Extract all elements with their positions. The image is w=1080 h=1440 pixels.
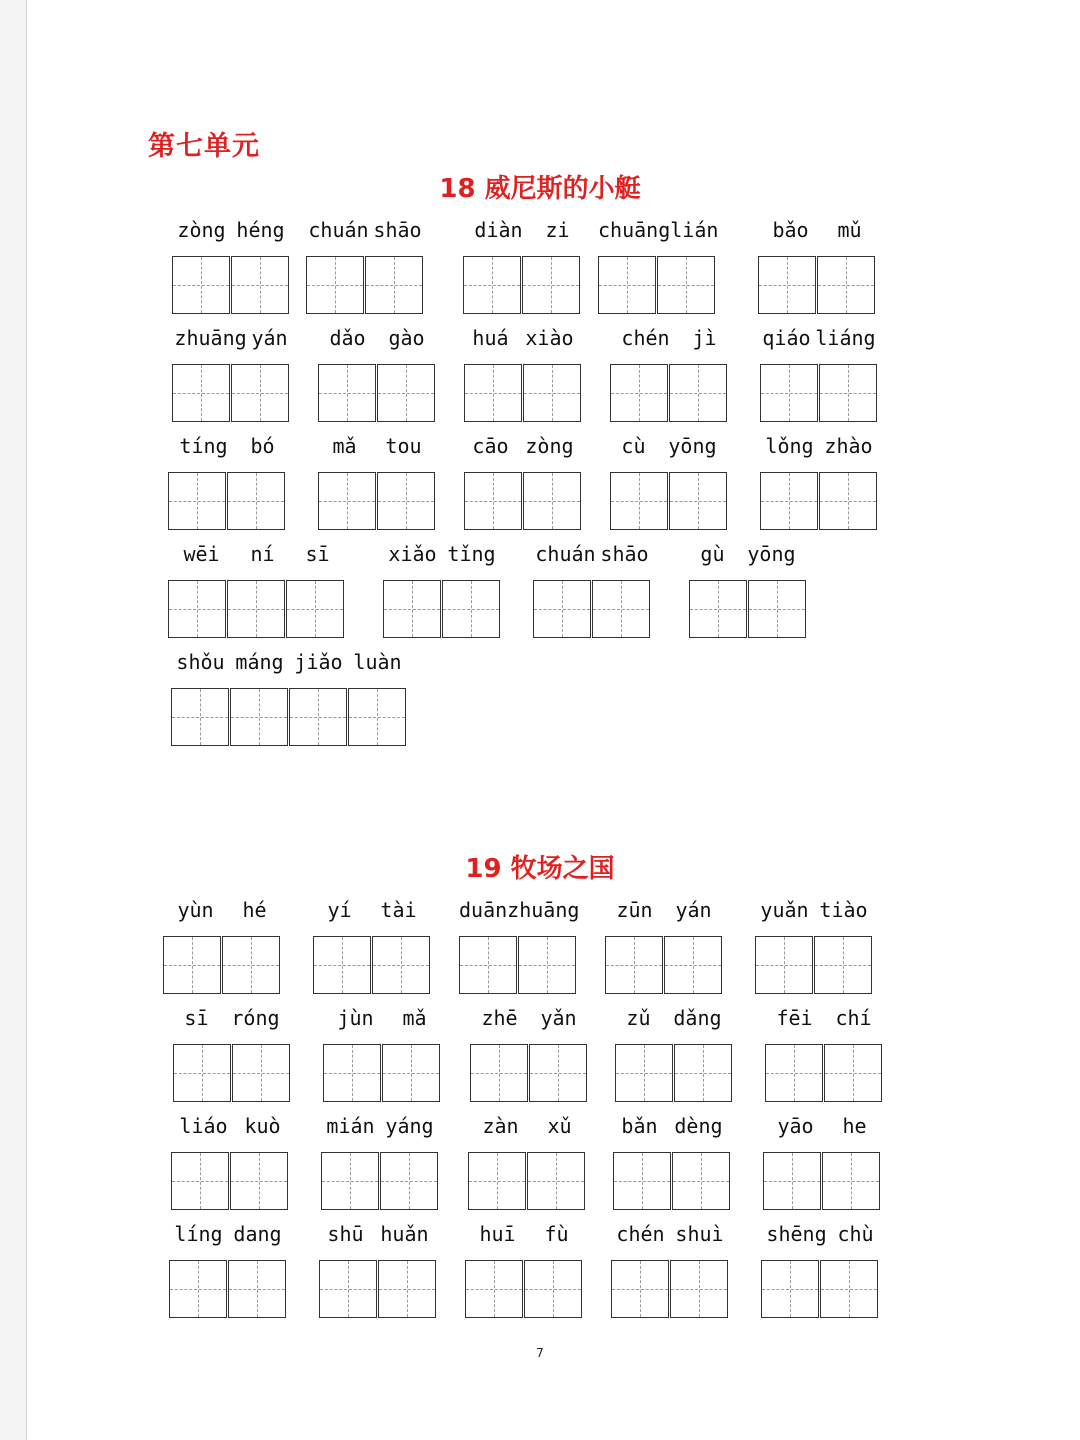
tianzige-box[interactable] [463, 256, 521, 314]
tianzige-box[interactable] [755, 936, 813, 994]
pinyin-syllable: chuán [308, 218, 369, 242]
tianzige-box[interactable] [231, 256, 289, 314]
lesson-19-title: 19 牧场之国 [465, 854, 615, 884]
pinyin-syllable: xǔ [547, 1114, 572, 1138]
pinyin-row [383, 542, 501, 566]
writing-boxes [598, 256, 715, 314]
writing-boxes [318, 472, 435, 530]
tianzige-box[interactable] [313, 936, 371, 994]
pinyin-row [464, 434, 582, 458]
pinyin-syllable: gù [700, 542, 725, 566]
tianzige-box[interactable] [464, 364, 522, 422]
pinyin-row [172, 326, 290, 350]
tianzige-box[interactable] [306, 256, 364, 314]
pinyin-syllable: cāo [472, 434, 509, 458]
tianzige-box[interactable] [168, 472, 226, 530]
tianzige-box[interactable] [533, 580, 591, 638]
pinyin-row [465, 1222, 583, 1246]
writing-boxes [323, 1044, 440, 1102]
pinyin-row [760, 434, 878, 458]
pinyin-syllable: yùn [177, 898, 214, 922]
tianzige-box[interactable] [605, 936, 663, 994]
writing-boxes [313, 936, 430, 994]
tianzige-box[interactable] [377, 364, 435, 422]
page-number: 7 [536, 1346, 544, 1360]
pinyin-row [313, 898, 431, 922]
tianzige-box[interactable] [518, 936, 576, 994]
tianzige-box[interactable] [289, 688, 347, 746]
pinyin-syllable: cù [621, 434, 646, 458]
pinyin-syllable: tài [380, 898, 417, 922]
pinyin-syllable: huá [472, 326, 509, 350]
pinyin-syllable: liáo [179, 1114, 228, 1138]
tianzige-box[interactable] [761, 1260, 819, 1318]
writing-boxes [463, 256, 580, 314]
pinyin-syllable: héng [236, 218, 285, 242]
pinyin-syllable: shū [327, 1222, 364, 1246]
pinyin-syllable: chù [837, 1222, 874, 1246]
tianzige-box[interactable] [169, 1260, 227, 1318]
tianzige-box[interactable] [171, 1152, 229, 1210]
pinyin-row [765, 1006, 883, 1030]
tianzige-box[interactable] [172, 256, 230, 314]
tianzige-box[interactable] [468, 1152, 526, 1210]
pinyin-syllable: yǎn [540, 1006, 577, 1030]
pinyin-syllable: zhuāng [507, 898, 580, 922]
tianzige-box[interactable] [319, 1260, 377, 1318]
pinyin-row [760, 326, 878, 350]
pinyin-syllable: sī [305, 542, 330, 566]
tianzige-box[interactable] [232, 1044, 290, 1102]
pinyin-syllable: zūn [616, 898, 653, 922]
pinyin-syllable: wēi [183, 542, 220, 566]
tianzige-box[interactable] [760, 472, 818, 530]
tianzige-box[interactable] [824, 1044, 882, 1102]
pinyin-syllable: shuì [675, 1222, 724, 1246]
writing-boxes [172, 256, 289, 314]
tianzige-box[interactable] [529, 1044, 587, 1102]
pinyin-row [468, 1114, 586, 1138]
tianzige-box[interactable] [522, 256, 580, 314]
tianzige-box[interactable] [763, 1152, 821, 1210]
writing-boxes [321, 1152, 438, 1210]
pinyin-syllable: zòng [525, 434, 574, 458]
writing-boxes [615, 1044, 732, 1102]
tianzige-box[interactable] [383, 580, 441, 638]
pinyin-row [689, 542, 807, 566]
pinyin-syllable: gào [388, 326, 425, 350]
pinyin-syllable: shǒu [176, 650, 225, 674]
pinyin-row [163, 898, 281, 922]
pinyin-syllable: mǎ [402, 1006, 427, 1030]
tianzige-box[interactable] [230, 688, 288, 746]
writing-boxes [689, 580, 806, 638]
pinyin-row [763, 1114, 881, 1138]
pinyin-syllable: xiǎo [388, 542, 437, 566]
writing-boxes [610, 364, 727, 422]
lesson-18-title: 18 威尼斯的小艇 [439, 174, 641, 204]
pinyin-row [464, 326, 582, 350]
writing-boxes [163, 936, 280, 994]
pinyin-row [171, 1114, 289, 1138]
writing-boxes [171, 1152, 288, 1210]
tianzige-box[interactable] [814, 936, 872, 994]
pinyin-syllable: mián [326, 1114, 375, 1138]
tianzige-box[interactable] [172, 364, 230, 422]
tianzige-box[interactable] [459, 936, 517, 994]
tianzige-box[interactable] [524, 1260, 582, 1318]
writing-boxes [168, 472, 285, 530]
pinyin-syllable: he [842, 1114, 867, 1138]
pinyin-syllable: zi [545, 218, 570, 242]
pinyin-row [459, 898, 580, 922]
tianzige-box[interactable] [173, 1044, 231, 1102]
tianzige-box[interactable] [611, 1260, 669, 1318]
pinyin-syllable: zhē [481, 1006, 518, 1030]
pinyin-syllable: bó [250, 434, 275, 458]
pinyin-syllable: huǎn [380, 1222, 429, 1246]
writing-boxes [464, 364, 581, 422]
pinyin-row [755, 898, 873, 922]
tianzige-box[interactable] [222, 936, 280, 994]
pinyin-row [319, 1222, 437, 1246]
pinyin-syllable: fēi [776, 1006, 813, 1030]
pinyin-row [321, 1114, 439, 1138]
pinyin-syllable: qiáo [762, 326, 811, 350]
unit-title: 第七单元 [148, 131, 260, 162]
tianzige-box[interactable] [758, 256, 816, 314]
tianzige-box[interactable] [380, 1152, 438, 1210]
pinyin-syllable: shēng [766, 1222, 827, 1246]
pinyin-row [470, 1006, 588, 1030]
writing-boxes [613, 1152, 730, 1210]
tianzige-box[interactable] [228, 1260, 286, 1318]
tianzige-box[interactable] [231, 364, 289, 422]
pinyin-syllable: líng [174, 1222, 223, 1246]
tianzige-box[interactable] [377, 472, 435, 530]
tianzige-box[interactable] [321, 1152, 379, 1210]
pinyin-syllable: shāo [373, 218, 422, 242]
pinyin-syllable: mǎ [332, 434, 357, 458]
pinyin-row [605, 898, 723, 922]
tianzige-box[interactable] [657, 256, 715, 314]
tianzige-box[interactable] [470, 1044, 528, 1102]
writing-boxes [760, 472, 877, 530]
page-edge [0, 0, 27, 1440]
pinyin-syllable: jùn [337, 1006, 374, 1030]
tianzige-box[interactable] [286, 580, 344, 638]
tianzige-box[interactable] [378, 1260, 436, 1318]
tianzige-box[interactable] [442, 580, 500, 638]
writing-boxes [611, 1260, 728, 1318]
pinyin-syllable: mǔ [837, 218, 862, 242]
pinyin-row [168, 434, 286, 458]
pinyin-syllable: huī [479, 1222, 516, 1246]
tianzige-box[interactable] [664, 936, 722, 994]
writing-boxes [468, 1152, 585, 1210]
writing-boxes [465, 1260, 582, 1318]
pinyin-row [761, 1222, 879, 1246]
pinyin-row [610, 326, 728, 350]
writing-boxes [459, 936, 576, 994]
tianzige-box[interactable] [672, 1152, 730, 1210]
pinyin-syllable: tiào [819, 898, 868, 922]
pinyin-row [323, 1006, 441, 1030]
tianzige-box[interactable] [670, 1260, 728, 1318]
tianzige-box[interactable] [227, 580, 285, 638]
tianzige-box[interactable] [168, 580, 226, 638]
tianzige-box[interactable] [760, 364, 818, 422]
pinyin-syllable: bǎo [772, 218, 809, 242]
tianzige-box[interactable] [464, 472, 522, 530]
tianzige-box[interactable] [365, 256, 423, 314]
tianzige-box[interactable] [227, 472, 285, 530]
tianzige-box[interactable] [523, 472, 581, 530]
pinyin-syllable: yán [251, 326, 288, 350]
tianzige-box[interactable] [323, 1044, 381, 1102]
writing-boxes [610, 472, 727, 530]
pinyin-syllable: hé [242, 898, 267, 922]
tianzige-box[interactable] [163, 936, 221, 994]
tianzige-box[interactable] [819, 364, 877, 422]
tianzige-box[interactable] [615, 1044, 673, 1102]
tianzige-box[interactable] [230, 1152, 288, 1210]
pinyin-syllable: diàn [474, 218, 523, 242]
pinyin-syllable: dèng [674, 1114, 723, 1138]
tianzige-box[interactable] [610, 472, 668, 530]
pinyin-syllable: zhuāng [174, 326, 247, 350]
pinyin-row [613, 1114, 731, 1138]
pinyin-syllable: yōng [747, 542, 796, 566]
pinyin-syllable: yáng [385, 1114, 434, 1138]
pinyin-syllable: jì [692, 326, 717, 350]
pinyin-row [615, 1006, 733, 1030]
tianzige-box[interactable] [822, 1152, 880, 1210]
tianzige-box[interactable] [669, 472, 727, 530]
tianzige-box[interactable] [765, 1044, 823, 1102]
tianzige-box[interactable] [171, 688, 229, 746]
pinyin-syllable: chén [621, 326, 670, 350]
writing-boxes [319, 1260, 436, 1318]
pinyin-syllable: sī [184, 1006, 209, 1030]
writing-boxes [755, 936, 872, 994]
pinyin-row [463, 218, 581, 242]
pinyin-syllable: lǒng [765, 434, 814, 458]
writing-boxes [605, 936, 722, 994]
tianzige-box[interactable] [817, 256, 875, 314]
writing-boxes [172, 364, 289, 422]
writing-boxes [470, 1044, 587, 1102]
tianzige-box[interactable] [465, 1260, 523, 1318]
tianzige-box[interactable] [598, 256, 656, 314]
pinyin-row [598, 218, 719, 242]
tianzige-box[interactable] [318, 364, 376, 422]
pinyin-syllable: duān [459, 898, 508, 922]
tianzige-box[interactable] [689, 580, 747, 638]
pinyin-syllable: chuán [535, 542, 596, 566]
tianzige-box[interactable] [348, 688, 406, 746]
writing-boxes [763, 1152, 880, 1210]
writing-boxes [169, 1260, 286, 1318]
pinyin-syllable: chén [616, 1222, 665, 1246]
pinyin-row [533, 542, 651, 566]
pinyin-syllable: máng [235, 650, 284, 674]
writing-boxes [758, 256, 875, 314]
tianzige-box[interactable] [318, 472, 376, 530]
pinyin-syllable: bǎn [621, 1114, 658, 1138]
tianzige-box[interactable] [748, 580, 806, 638]
tianzige-box[interactable] [592, 580, 650, 638]
tianzige-box[interactable] [669, 364, 727, 422]
pinyin-syllable: zòng [177, 218, 226, 242]
writing-boxes [168, 580, 344, 638]
pinyin-syllable: yí [327, 898, 352, 922]
writing-boxes [464, 472, 581, 530]
pinyin-row [610, 434, 728, 458]
writing-boxes [173, 1044, 290, 1102]
tianzige-box[interactable] [610, 364, 668, 422]
pinyin-row [318, 434, 436, 458]
pinyin-syllable: liáng [815, 326, 876, 350]
pinyin-syllable: tou [385, 434, 422, 458]
pinyin-syllable: jiǎo [294, 650, 343, 674]
pinyin-syllable: dǎo [329, 326, 366, 350]
tianzige-box[interactable] [382, 1044, 440, 1102]
writing-boxes [761, 1260, 878, 1318]
pinyin-syllable: dang [233, 1222, 282, 1246]
pinyin-syllable: shāo [600, 542, 649, 566]
pinyin-syllable: tíng [179, 434, 228, 458]
pinyin-row [173, 1006, 291, 1030]
pinyin-syllable: luàn [353, 650, 402, 674]
pinyin-row [318, 326, 436, 350]
pinyin-row [306, 218, 424, 242]
tianzige-box[interactable] [523, 364, 581, 422]
pinyin-syllable: zàn [482, 1114, 519, 1138]
pinyin-syllable: zǔ [626, 1006, 651, 1030]
pinyin-syllable: ní [250, 542, 275, 566]
pinyin-row [171, 650, 407, 674]
pinyin-row [172, 218, 290, 242]
writing-boxes [318, 364, 435, 422]
tianzige-box[interactable] [527, 1152, 585, 1210]
pinyin-row [168, 542, 345, 566]
writing-boxes [171, 688, 406, 746]
tianzige-box[interactable] [372, 936, 430, 994]
pinyin-syllable: lián [670, 218, 719, 242]
pinyin-row [611, 1222, 729, 1246]
pinyin-row [169, 1222, 287, 1246]
pinyin-syllable: fù [544, 1222, 569, 1246]
tianzige-box[interactable] [613, 1152, 671, 1210]
pinyin-syllable: xiào [525, 326, 574, 350]
tianzige-box[interactable] [674, 1044, 732, 1102]
pinyin-row [758, 218, 876, 242]
pinyin-syllable: yán [675, 898, 712, 922]
pinyin-syllable: zhào [824, 434, 873, 458]
pinyin-syllable: yuǎn [760, 898, 809, 922]
tianzige-box[interactable] [820, 1260, 878, 1318]
pinyin-syllable: chuāng [598, 218, 671, 242]
pinyin-syllable: tǐng [447, 542, 496, 566]
writing-boxes [533, 580, 650, 638]
pinyin-syllable: chí [835, 1006, 872, 1030]
writing-boxes [383, 580, 500, 638]
pinyin-syllable: yāo [777, 1114, 814, 1138]
pinyin-syllable: yōng [668, 434, 717, 458]
writing-boxes [306, 256, 423, 314]
tianzige-box[interactable] [819, 472, 877, 530]
writing-boxes [765, 1044, 882, 1102]
pinyin-syllable: dǎng [673, 1006, 722, 1030]
pinyin-syllable: róng [231, 1006, 280, 1030]
writing-boxes [760, 364, 877, 422]
pinyin-syllable: kuò [244, 1114, 281, 1138]
